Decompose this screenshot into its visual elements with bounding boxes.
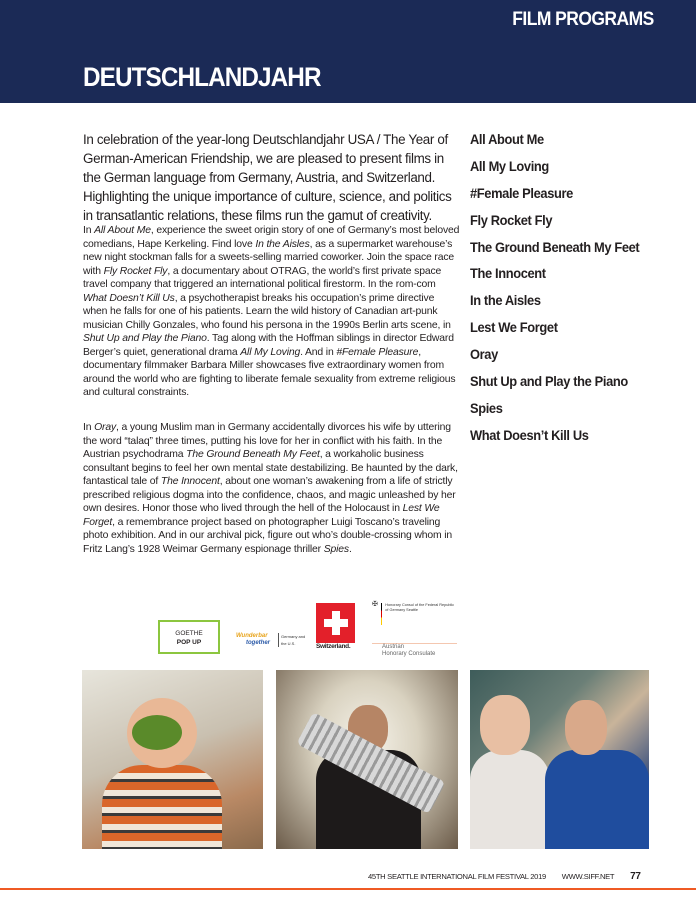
film-list-item: The Innocent <box>470 265 546 282</box>
page-number: 77 <box>630 871 641 882</box>
together-text: together <box>246 640 270 646</box>
text-run: . <box>348 543 352 555</box>
film-title-italic: Shut Up and Play the Piano <box>83 333 207 344</box>
body-paragraph-2 <box>83 421 461 556</box>
film-list-item: Spies <box>470 399 503 416</box>
body-paragraph-1 <box>83 224 461 400</box>
austrian-line2: Honorary Consulate <box>382 651 436 657</box>
footer-url[interactable]: WWW.SIFF.NET <box>561 872 615 881</box>
film-list-item: In the Aisles <box>470 292 541 309</box>
goethe-line2: POP UP <box>176 639 202 646</box>
film-title-italic: Oray <box>94 422 117 433</box>
film-title-italic: In the Aisles <box>255 238 310 250</box>
text-run: In <box>83 422 95 433</box>
text-run: . And in <box>300 346 337 358</box>
film-title-italic: All About Me <box>94 225 151 236</box>
text-run: , a documentary about OTRAG, the world’s first private space travel company that triggered an international political firestorm. In the rom-com <box>83 265 442 290</box>
text-run: , a young Muslim man in Germany accidentally divorces his wife by uttering the word “talaq” three times, putting his love for her in conflict with his faith. In the Austrian psychodrama <box>83 422 451 460</box>
text-run: , a psychotherapist breaks his occupation’s prime directive when he falls for one of his patients. Learn the wild history of Canadian art-punk musician Chilly Gonzales, who found his persona in the 1990s Berlin arts scene, in <box>83 292 451 331</box>
text-run: , a remembrance project based on photographer Luigi Toscano’s traveling photo exhibition. And in our archival pick, figure out who’s double-crossing whom in Fritz Lang’s 1928 Weimar Germany espionage thriller <box>83 516 452 555</box>
film-list-item: Lest We Forget <box>470 319 558 336</box>
text-run: , documentary filmmaker Barbara Miller showcases five extraordinary women from around the world who are fighting to liberate female sexuality from extreme religious and cultural constraints. <box>83 346 456 398</box>
film-list-item: The Ground Beneath My Feet <box>470 238 640 255</box>
switzerland-text: Switzerland. <box>316 643 351 650</box>
film-list-item: What Doesn’t Kill Us <box>470 426 589 443</box>
intro-paragraph: In celebration of the year-long Deutschlandjahr USA / The Year of German-American Friendship, we are pleased to present films in the German language from Germany, Austria, and Switzerland. Highlighting the unique importance of culture, science, and politics in transatlantic relations, these films run the gamut of creativity. <box>83 132 452 223</box>
german-flag-icon <box>381 603 382 625</box>
footer-festival: 45TH SEATTLE INTERNATIONAL FILM FESTIVAL 2019 <box>368 872 546 881</box>
film-title-italic: Spies <box>323 543 349 555</box>
text-run: In <box>83 225 95 236</box>
film-title-italic: The Innocent <box>160 476 220 487</box>
page-title: DEUTSCHLANDJAHR <box>83 62 321 92</box>
film-list-item: Shut Up and Play the Piano <box>470 373 628 390</box>
section-label: FILM PROGRAMS <box>512 9 654 30</box>
goethe-line1: GOETHE <box>175 630 203 637</box>
film-title-italic: Fly Rocket Fly <box>103 265 168 277</box>
film-list-item: All About Me <box>470 131 544 147</box>
wunderbar-together-logo <box>236 633 306 647</box>
film-title-italic: Lest We Forget <box>83 503 440 528</box>
text-run: , experience the sweet origin story of one of Germany’s most beloved comedians, Hape Kerkeling. Find love <box>83 225 460 250</box>
text-run: , a workaholic business consultant begins to feel her own mental state destabilizing. Be haunted by the dark, fantastical tale of <box>83 449 458 487</box>
photo-boy-with-parsley <box>82 670 263 849</box>
page-footer <box>368 871 641 882</box>
photo-supermarket-couple <box>470 670 649 849</box>
text-run: , as a supermarket warehouse’s new night stockman falls for a sweets-selling married coworker. Join the space race with <box>83 238 455 277</box>
photo-man-with-canister <box>276 670 458 849</box>
film-list <box>470 130 654 453</box>
eagle-icon: ✠ <box>372 601 378 608</box>
film-list-item: All My Loving <box>470 157 549 174</box>
wunderbar-text: Wunderbar <box>236 633 268 639</box>
footer-rule <box>0 888 696 890</box>
consul-text: Honorary Consul of the Federal Republic of Germany Seattle <box>385 603 455 612</box>
german-consul-logo <box>372 603 457 625</box>
page-header <box>0 0 696 103</box>
film-title-italic: All My Loving <box>240 346 301 358</box>
film-list-item: Oray <box>470 346 498 363</box>
austrian-line1: Austrian <box>382 644 405 650</box>
goethe-pop-up-logo <box>158 620 220 654</box>
switzerland-logo <box>316 603 355 650</box>
film-list-item: Fly Rocket Fly <box>470 211 553 228</box>
film-title-italic: What Doesn’t Kill Us <box>83 292 175 304</box>
swiss-flag-icon <box>316 603 355 643</box>
text-run: . Tag along with the Hoffman siblings in director Edward Berger’s quiet, generational drama <box>83 333 454 358</box>
film-list-item: #Female Pleasure <box>470 184 573 201</box>
wunderbar-tagline: Germany and the U.S. <box>278 633 308 647</box>
film-title-italic: The Ground Beneath My Feet <box>186 449 320 460</box>
film-title-italic: #Female Pleasure <box>336 346 419 358</box>
text-run: , about one woman’s awakening from a life of strictly prescribed religious dogma into the confidence, chaos, and magic unleashed by her own desires. Honor those who lived through the hell of the Holocaust in <box>83 476 456 514</box>
austrian-consulate-logo <box>372 643 457 658</box>
